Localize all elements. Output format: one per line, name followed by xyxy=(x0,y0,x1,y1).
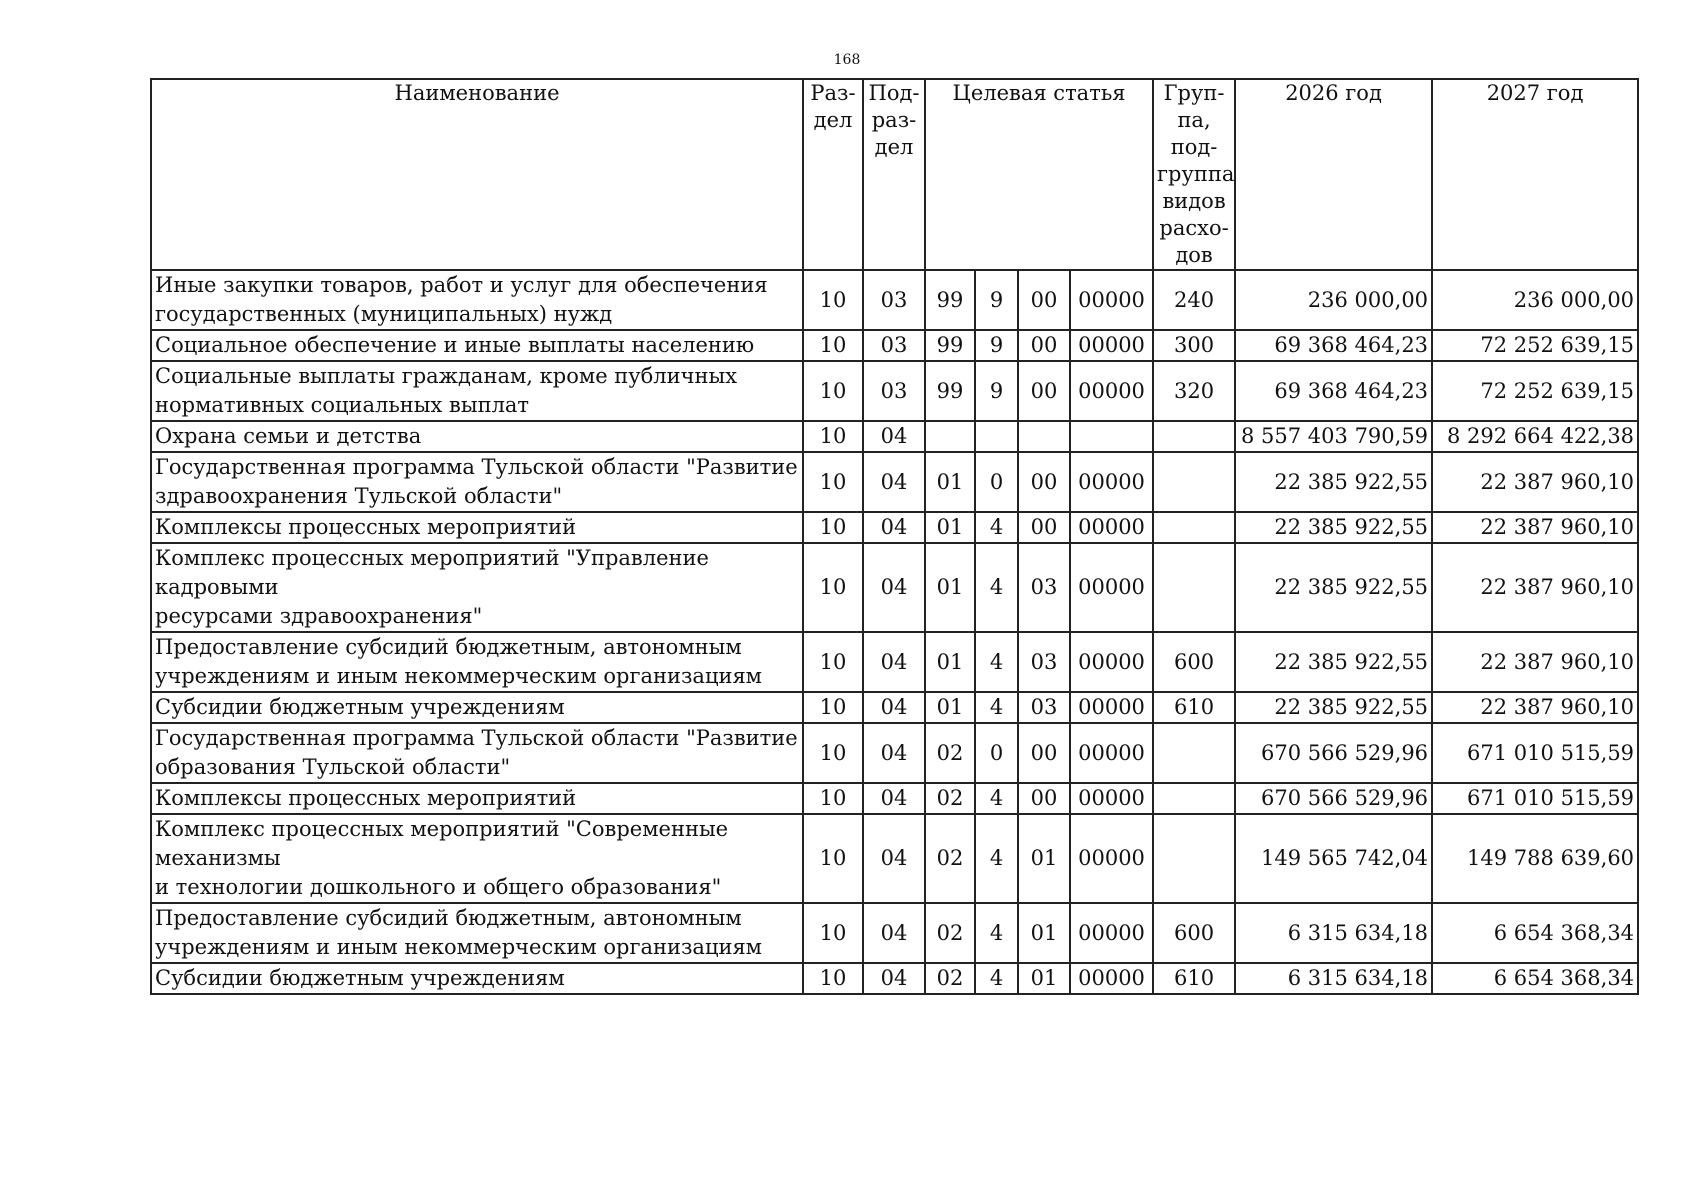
row-target-program: 01 xyxy=(925,692,975,723)
row-expense-group: 610 xyxy=(1153,963,1235,994)
table-row xyxy=(151,692,1638,723)
row-subsection: 04 xyxy=(863,543,925,632)
row-expense-group: 240 xyxy=(1153,270,1235,330)
row-target-sub: 00 xyxy=(1018,452,1070,512)
row-target-code: 00000 xyxy=(1070,814,1153,903)
row-subsection: 04 xyxy=(863,723,925,783)
row-subsection: 04 xyxy=(863,903,925,963)
row-amount-2027: 22 387 960,10 xyxy=(1432,452,1638,512)
row-section: 10 xyxy=(803,270,863,330)
table-row xyxy=(151,783,1638,814)
table-row xyxy=(151,963,1638,994)
row-amount-2026: 22 385 922,55 xyxy=(1235,512,1432,543)
row-name: Субсидии бюджетным учреждениям xyxy=(151,692,803,723)
row-name: Государственная программа Тульской области "Развитие образования Тульской области" xyxy=(151,723,803,783)
row-expense-group: 320 xyxy=(1153,361,1235,421)
table-row xyxy=(151,543,1638,632)
row-target-type: 4 xyxy=(975,963,1018,994)
table-row xyxy=(151,512,1638,543)
row-amount-2027: 6 654 368,34 xyxy=(1432,963,1638,994)
row-subsection: 04 xyxy=(863,783,925,814)
row-section: 10 xyxy=(803,963,863,994)
row-target-program: 01 xyxy=(925,632,975,692)
row-name: Комплекс процессных мероприятий "Современные механизмы и технологии дошкольного и общего образования" xyxy=(151,814,803,903)
row-target-type: 9 xyxy=(975,361,1018,421)
row-target-program: 99 xyxy=(925,361,975,421)
row-section: 10 xyxy=(803,692,863,723)
row-amount-2027: 22 387 960,10 xyxy=(1432,543,1638,632)
row-expense-group xyxy=(1153,723,1235,783)
row-amount-2026: 236 000,00 xyxy=(1235,270,1432,330)
row-amount-2026: 22 385 922,55 xyxy=(1235,452,1432,512)
row-target-sub xyxy=(1018,421,1070,452)
row-target-type: 4 xyxy=(975,692,1018,723)
row-amount-2027: 149 788 639,60 xyxy=(1432,814,1638,903)
row-subsection: 04 xyxy=(863,632,925,692)
row-target-code: 00000 xyxy=(1070,452,1153,512)
row-section: 10 xyxy=(803,452,863,512)
row-name: Охрана семьи и детства xyxy=(151,421,803,452)
row-subsection: 04 xyxy=(863,512,925,543)
budget-table xyxy=(150,78,1639,995)
header-name: Наименование xyxy=(151,79,803,270)
row-amount-2026: 22 385 922,55 xyxy=(1235,543,1432,632)
row-target-code: 00000 xyxy=(1070,330,1153,361)
row-target-program: 99 xyxy=(925,270,975,330)
row-target-sub: 01 xyxy=(1018,814,1070,903)
row-target-code: 00000 xyxy=(1070,963,1153,994)
row-amount-2026: 670 566 529,96 xyxy=(1235,783,1432,814)
row-target-sub: 00 xyxy=(1018,783,1070,814)
row-target-type: 9 xyxy=(975,270,1018,330)
row-target-sub: 03 xyxy=(1018,692,1070,723)
row-target-code: 00000 xyxy=(1070,543,1153,632)
row-amount-2027: 6 654 368,34 xyxy=(1432,903,1638,963)
row-target-sub: 00 xyxy=(1018,723,1070,783)
row-amount-2027: 22 387 960,10 xyxy=(1432,512,1638,543)
row-name: Иные закупки товаров, работ и услуг для обеспечения государственных (муниципальных) нужд xyxy=(151,270,803,330)
row-target-sub: 00 xyxy=(1018,330,1070,361)
row-subsection: 04 xyxy=(863,814,925,903)
row-target-code: 00000 xyxy=(1070,270,1153,330)
row-name: Государственная программа Тульской области "Развитие здравоохранения Тульской области" xyxy=(151,452,803,512)
row-target-code: 00000 xyxy=(1070,723,1153,783)
row-target-type: 9 xyxy=(975,330,1018,361)
row-section: 10 xyxy=(803,512,863,543)
row-subsection: 04 xyxy=(863,421,925,452)
row-target-program: 01 xyxy=(925,452,975,512)
row-section: 10 xyxy=(803,814,863,903)
row-amount-2027: 72 252 639,15 xyxy=(1432,361,1638,421)
row-expense-group xyxy=(1153,543,1235,632)
row-amount-2027: 22 387 960,10 xyxy=(1432,632,1638,692)
row-amount-2026: 22 385 922,55 xyxy=(1235,632,1432,692)
row-subsection: 04 xyxy=(863,963,925,994)
row-target-code: 00000 xyxy=(1070,512,1153,543)
row-expense-group xyxy=(1153,421,1235,452)
row-expense-group xyxy=(1153,783,1235,814)
row-target-program: 02 xyxy=(925,783,975,814)
row-expense-group: 300 xyxy=(1153,330,1235,361)
row-target-program: 01 xyxy=(925,543,975,632)
table-header-row xyxy=(151,79,1638,270)
row-target-program: 02 xyxy=(925,814,975,903)
row-target-type: 4 xyxy=(975,814,1018,903)
row-name: Комплексы процессных мероприятий xyxy=(151,783,803,814)
row-amount-2026: 149 565 742,04 xyxy=(1235,814,1432,903)
row-target-sub: 00 xyxy=(1018,361,1070,421)
row-amount-2026: 670 566 529,96 xyxy=(1235,723,1432,783)
row-amount-2026: 6 315 634,18 xyxy=(1235,963,1432,994)
row-subsection: 03 xyxy=(863,270,925,330)
row-target-type xyxy=(975,421,1018,452)
row-target-program xyxy=(925,421,975,452)
row-expense-group: 610 xyxy=(1153,692,1235,723)
row-section: 10 xyxy=(803,723,863,783)
page-number: 168 xyxy=(833,52,861,68)
table-row xyxy=(151,903,1638,963)
row-target-sub: 03 xyxy=(1018,543,1070,632)
row-target-type: 0 xyxy=(975,723,1018,783)
row-target-sub: 01 xyxy=(1018,903,1070,963)
row-target-type: 4 xyxy=(975,632,1018,692)
row-target-program: 01 xyxy=(925,512,975,543)
row-section: 10 xyxy=(803,361,863,421)
header-year-2026: 2026 год xyxy=(1235,79,1432,270)
row-name: Социальные выплаты гражданам, кроме публичных нормативных социальных выплат xyxy=(151,361,803,421)
row-target-program: 02 xyxy=(925,963,975,994)
table-row xyxy=(151,330,1638,361)
row-target-program: 99 xyxy=(925,330,975,361)
table-row xyxy=(151,452,1638,512)
row-target-sub: 01 xyxy=(1018,963,1070,994)
row-amount-2026: 8 557 403 790,59 xyxy=(1235,421,1432,452)
row-target-code: 00000 xyxy=(1070,692,1153,723)
row-expense-group xyxy=(1153,814,1235,903)
table-row xyxy=(151,632,1638,692)
header-year-2027: 2027 год xyxy=(1432,79,1638,270)
header-expense-group: Груп- па, под- группа видов расхо- дов xyxy=(1153,79,1235,270)
row-name: Предоставление субсидий бюджетным, автономным учреждениям и иным некоммерческим организациям xyxy=(151,903,803,963)
header-target-article: Целевая статья xyxy=(925,79,1153,270)
row-subsection: 03 xyxy=(863,361,925,421)
row-section: 10 xyxy=(803,330,863,361)
row-amount-2027: 671 010 515,59 xyxy=(1432,783,1638,814)
row-name: Субсидии бюджетным учреждениям xyxy=(151,963,803,994)
row-expense-group: 600 xyxy=(1153,903,1235,963)
row-target-type: 4 xyxy=(975,903,1018,963)
row-name: Предоставление субсидий бюджетным, автономным учреждениям и иным некоммерческим организациям xyxy=(151,632,803,692)
row-target-type: 0 xyxy=(975,452,1018,512)
row-section: 10 xyxy=(803,632,863,692)
row-target-sub: 00 xyxy=(1018,512,1070,543)
row-expense-group xyxy=(1153,452,1235,512)
row-target-code: 00000 xyxy=(1070,361,1153,421)
table-row xyxy=(151,723,1638,783)
row-target-code: 00000 xyxy=(1070,903,1153,963)
row-target-code xyxy=(1070,421,1153,452)
row-section: 10 xyxy=(803,903,863,963)
row-amount-2026: 69 368 464,23 xyxy=(1235,361,1432,421)
row-name: Социальное обеспечение и иные выплаты населению xyxy=(151,330,803,361)
row-amount-2027: 8 292 664 422,38 xyxy=(1432,421,1638,452)
row-amount-2027: 671 010 515,59 xyxy=(1432,723,1638,783)
row-target-type: 4 xyxy=(975,512,1018,543)
row-name: Комплекс процессных мероприятий "Управление кадровыми ресурсами здравоохранения" xyxy=(151,543,803,632)
table-row xyxy=(151,421,1638,452)
row-target-type: 4 xyxy=(975,543,1018,632)
row-target-program: 02 xyxy=(925,903,975,963)
row-subsection: 03 xyxy=(863,330,925,361)
row-subsection: 04 xyxy=(863,692,925,723)
row-section: 10 xyxy=(803,783,863,814)
row-amount-2027: 236 000,00 xyxy=(1432,270,1638,330)
header-section: Раз- дел xyxy=(803,79,863,270)
row-amount-2026: 22 385 922,55 xyxy=(1235,692,1432,723)
row-section: 10 xyxy=(803,543,863,632)
row-target-type: 4 xyxy=(975,783,1018,814)
row-amount-2027: 72 252 639,15 xyxy=(1432,330,1638,361)
header-subsection: Под- раз- дел xyxy=(863,79,925,270)
row-amount-2026: 69 368 464,23 xyxy=(1235,330,1432,361)
row-expense-group: 600 xyxy=(1153,632,1235,692)
row-amount-2026: 6 315 634,18 xyxy=(1235,903,1432,963)
table-row xyxy=(151,814,1638,903)
row-expense-group xyxy=(1153,512,1235,543)
row-section: 10 xyxy=(803,421,863,452)
table-row xyxy=(151,270,1638,330)
row-amount-2027: 22 387 960,10 xyxy=(1432,692,1638,723)
row-target-code: 00000 xyxy=(1070,632,1153,692)
row-subsection: 04 xyxy=(863,452,925,512)
row-target-program: 02 xyxy=(925,723,975,783)
row-name: Комплексы процессных мероприятий xyxy=(151,512,803,543)
table-row xyxy=(151,361,1638,421)
row-target-code: 00000 xyxy=(1070,783,1153,814)
row-target-sub: 03 xyxy=(1018,632,1070,692)
row-target-sub: 00 xyxy=(1018,270,1070,330)
